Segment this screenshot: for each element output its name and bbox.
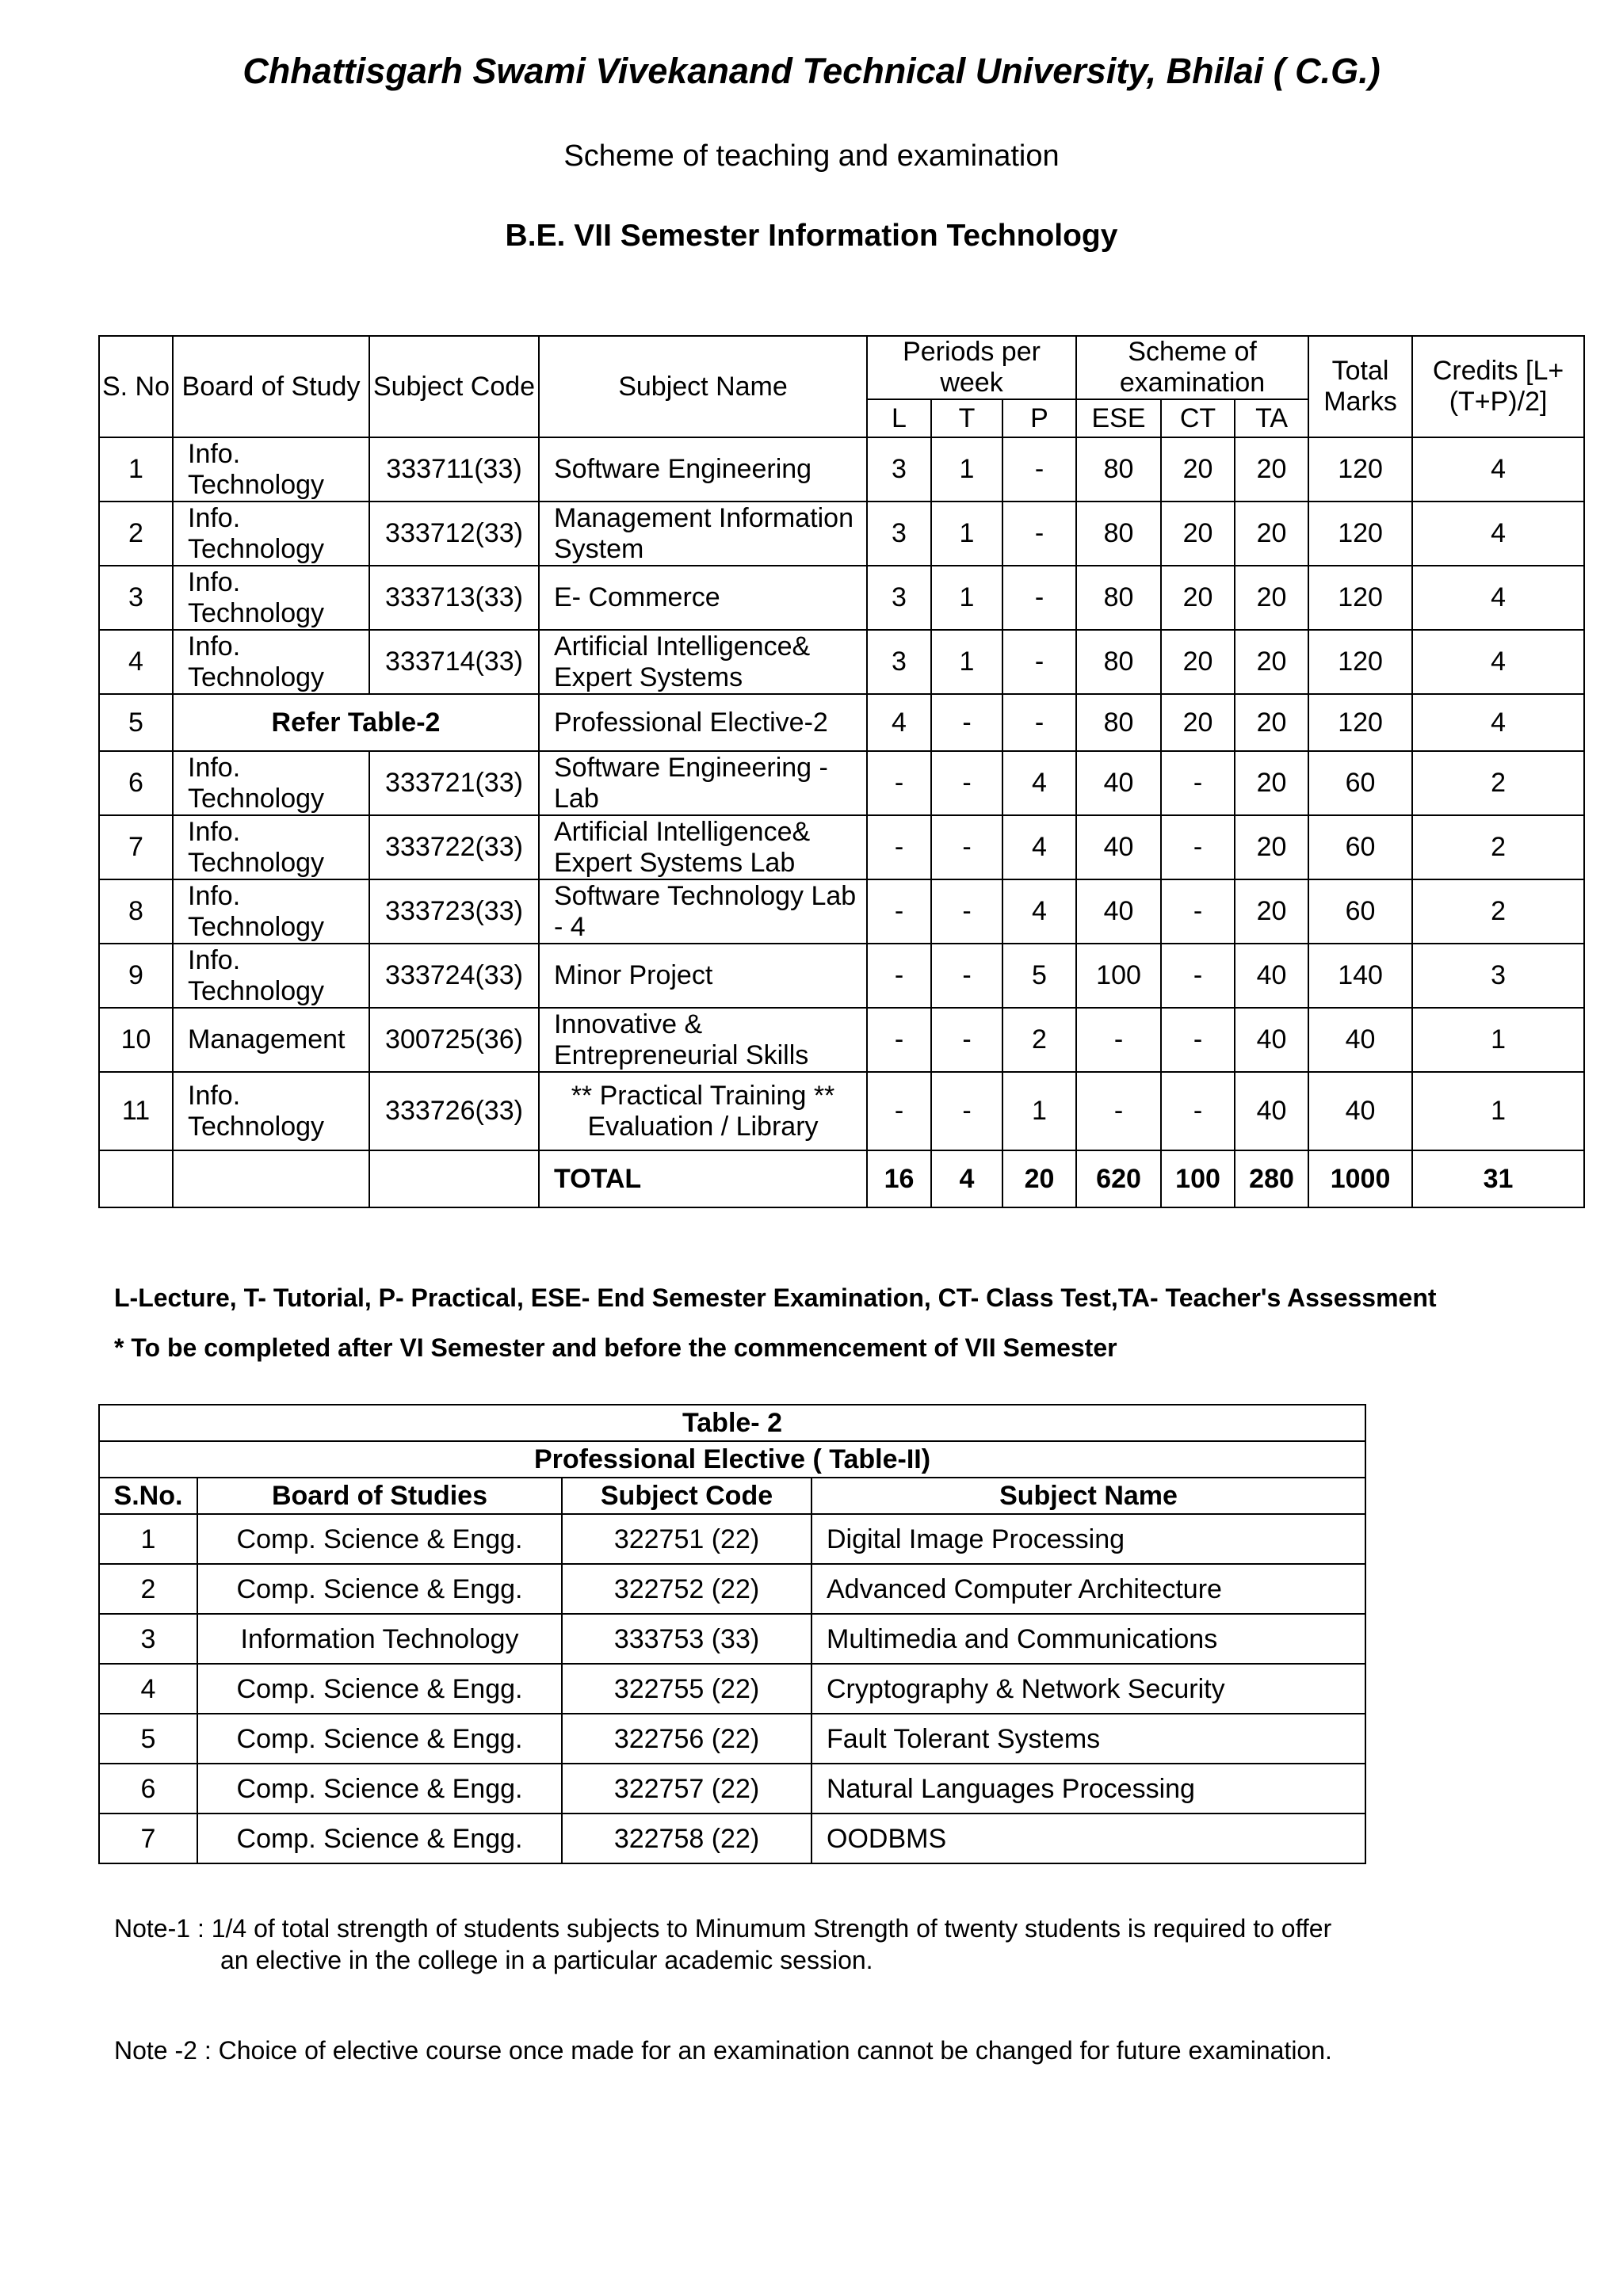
cell-T: - <box>931 1008 1002 1072</box>
cell-name: Artificial Intelligence& Expert Systems <box>539 630 867 694</box>
cell-ESE: 100 <box>1076 944 1161 1008</box>
note-1 <box>114 1913 1331 1976</box>
elective-row <box>99 1664 1365 1714</box>
cell-P: 2 <box>1002 1008 1076 1072</box>
cell-credits: 4 <box>1412 502 1584 566</box>
note-1-line-2: an elective in the college in a particular academic session. <box>220 1946 873 1974</box>
header-T: T <box>931 399 1002 437</box>
cell-TA: 20 <box>1235 630 1308 694</box>
cell-sno: 5 <box>99 1714 197 1764</box>
cell-board: Info. Technology <box>173 502 369 566</box>
total-credits: 31 <box>1412 1150 1584 1207</box>
cell-sno: 8 <box>99 879 173 944</box>
header-periods: Periods per week <box>867 336 1076 399</box>
cell-total: 60 <box>1308 815 1412 879</box>
cell-L: - <box>867 879 931 944</box>
total-CT: 100 <box>1161 1150 1235 1207</box>
cell-credits: 2 <box>1412 815 1584 879</box>
cell-name: Professional Elective-2 <box>539 694 867 751</box>
cell-board: Comp. Science & Engg. <box>197 1564 562 1614</box>
cell-TA: 40 <box>1235 944 1308 1008</box>
cell-ESE: - <box>1076 1072 1161 1150</box>
cell-TA: 40 <box>1235 1072 1308 1150</box>
cell-L: - <box>867 944 931 1008</box>
cell-code: 333721(33) <box>369 751 539 815</box>
cell-total: 120 <box>1308 694 1412 751</box>
cell-P: - <box>1002 630 1076 694</box>
table-row <box>99 879 1584 944</box>
header-total: Total Marks <box>1308 336 1412 437</box>
header-TA: TA <box>1235 399 1308 437</box>
elective-row <box>99 1614 1365 1664</box>
cell-ESE: 80 <box>1076 694 1161 751</box>
header-board: Board of Study <box>173 336 369 437</box>
cell-L: - <box>867 1008 931 1072</box>
cell-CT: - <box>1161 751 1235 815</box>
cell-ESE: 40 <box>1076 879 1161 944</box>
cell-L: - <box>867 815 931 879</box>
cell-T: 1 <box>931 566 1002 630</box>
cell-name: Cryptography & Network Security <box>812 1664 1365 1714</box>
cell-sno: 5 <box>99 694 173 751</box>
cell-T: 1 <box>931 437 1002 502</box>
scheme-subtitle: Scheme of teaching and examination <box>563 139 1060 173</box>
total-TA: 280 <box>1235 1150 1308 1207</box>
cell-P: 4 <box>1002 751 1076 815</box>
cell-CT: - <box>1161 1008 1235 1072</box>
cell-board: Comp. Science & Engg. <box>197 1814 562 1863</box>
total-row <box>99 1150 1584 1207</box>
cell-board: Info. Technology <box>173 630 369 694</box>
cell-P: 4 <box>1002 815 1076 879</box>
table-row <box>99 751 1584 815</box>
cell-total: 120 <box>1308 566 1412 630</box>
cell-code: 333713(33) <box>369 566 539 630</box>
cell-total: 120 <box>1308 502 1412 566</box>
cell-code: 300725(36) <box>369 1008 539 1072</box>
cell-ESE: - <box>1076 1008 1161 1072</box>
cell-sno: 7 <box>99 1814 197 1863</box>
total-T: 4 <box>931 1150 1002 1207</box>
cell-credits: 4 <box>1412 694 1584 751</box>
cell-code: 333712(33) <box>369 502 539 566</box>
cell-T: 1 <box>931 502 1002 566</box>
elective-table <box>98 1404 1366 1864</box>
cell-sno: 4 <box>99 630 173 694</box>
cell-name: Software Engineering <box>539 437 867 502</box>
total-label: TOTAL <box>539 1150 867 1207</box>
cell-P: 1 <box>1002 1072 1076 1150</box>
table-row <box>99 437 1584 502</box>
cell-board: Comp. Science & Engg. <box>197 1514 562 1564</box>
cell-name: Innovative & Entrepreneurial Skills <box>539 1008 867 1072</box>
cell-code: 322756 (22) <box>562 1714 812 1764</box>
cell-L: 3 <box>867 502 931 566</box>
cell-CT: 20 <box>1161 502 1235 566</box>
cell-credits: 4 <box>1412 437 1584 502</box>
cell-T: 1 <box>931 630 1002 694</box>
cell-TA: 20 <box>1235 437 1308 502</box>
cell-name: Digital Image Processing <box>812 1514 1365 1564</box>
cell-P: 5 <box>1002 944 1076 1008</box>
cell-sno: 3 <box>99 1614 197 1664</box>
header-P: P <box>1002 399 1076 437</box>
cell-sno: 3 <box>99 566 173 630</box>
cell-P: - <box>1002 437 1076 502</box>
elective-row <box>99 1764 1365 1814</box>
cell-code: 333723(33) <box>369 879 539 944</box>
cell-L: - <box>867 751 931 815</box>
cell-CT: 20 <box>1161 437 1235 502</box>
cell-total: 120 <box>1308 437 1412 502</box>
footnote: * To be completed after VI Semester and before the commencement of VII Semester <box>114 1333 1117 1362</box>
cell-total: 40 <box>1308 1008 1412 1072</box>
cell-credits: 1 <box>1412 1072 1584 1150</box>
cell-board: Info. Technology <box>173 815 369 879</box>
table-row <box>99 944 1584 1008</box>
cell-total: 140 <box>1308 944 1412 1008</box>
elective-table-subtitle: Professional Elective ( Table-II) <box>99 1441 1365 1478</box>
cell-code: 333753 (33) <box>562 1614 812 1664</box>
cell-TA: 20 <box>1235 502 1308 566</box>
cell-TA: 20 <box>1235 694 1308 751</box>
cell-ESE: 80 <box>1076 630 1161 694</box>
cell-total: 60 <box>1308 751 1412 815</box>
header-scheme: Scheme of examination <box>1076 336 1308 399</box>
cell-ESE: 40 <box>1076 815 1161 879</box>
cell-sno: 9 <box>99 944 173 1008</box>
cell-credits: 3 <box>1412 944 1584 1008</box>
cell-T: - <box>931 815 1002 879</box>
cell-CT: 20 <box>1161 630 1235 694</box>
cell-name: Artificial Intelligence& Expert Systems Lab <box>539 815 867 879</box>
cell-P: - <box>1002 694 1076 751</box>
cell-sno: 7 <box>99 815 173 879</box>
header-name: Subject Name <box>539 336 867 437</box>
cell-credits: 2 <box>1412 751 1584 815</box>
cell-code: 333726(33) <box>369 1072 539 1150</box>
elective-table-title: Table- 2 <box>99 1405 1365 1441</box>
cell-T: - <box>931 879 1002 944</box>
table-row <box>99 1008 1584 1072</box>
elective-row <box>99 1714 1365 1764</box>
cell-board: Info. Technology <box>173 751 369 815</box>
header-L: L <box>867 399 931 437</box>
header-CT: CT <box>1161 399 1235 437</box>
header-sno: S. No <box>99 336 173 437</box>
cell-code: 333714(33) <box>369 630 539 694</box>
total-marks: 1000 <box>1308 1150 1412 1207</box>
cell-name: Minor Project <box>539 944 867 1008</box>
cell-board: Comp. Science & Engg. <box>197 1714 562 1764</box>
elective-header-board: Board of Studies <box>197 1478 562 1514</box>
cell-refer-table: Refer Table-2 <box>173 694 539 751</box>
cell-code: 322758 (22) <box>562 1814 812 1863</box>
cell-code: 322755 (22) <box>562 1664 812 1714</box>
cell-code: 333722(33) <box>369 815 539 879</box>
cell-sno: 6 <box>99 1764 197 1814</box>
header-credits: Credits [L+(T+P)/2] <box>1412 336 1584 437</box>
cell-L: 4 <box>867 694 931 751</box>
table-row <box>99 566 1584 630</box>
cell-credits: 1 <box>1412 1008 1584 1072</box>
cell-name: E- Commerce <box>539 566 867 630</box>
cell-board: Info. Technology <box>173 1072 369 1150</box>
scheme-table <box>98 335 1585 1208</box>
cell-TA: 20 <box>1235 879 1308 944</box>
cell-sno: 6 <box>99 751 173 815</box>
cell-credits: 4 <box>1412 630 1584 694</box>
note-1-line-1: Note-1 : 1/4 of total strength of students subjects to Minumum Strength of twenty students is required to offer <box>114 1914 1332 1943</box>
cell-ESE: 40 <box>1076 751 1161 815</box>
cell-board: Info. Technology <box>173 437 369 502</box>
cell-T: - <box>931 694 1002 751</box>
cell-P: - <box>1002 502 1076 566</box>
program-title: B.E. VII Semester Information Technology <box>505 219 1118 253</box>
cell-name: OODBMS <box>812 1814 1365 1863</box>
cell-sno: 11 <box>99 1072 173 1150</box>
cell-TA: 20 <box>1235 815 1308 879</box>
cell-board: Info. Technology <box>173 944 369 1008</box>
cell-ESE: 80 <box>1076 437 1161 502</box>
elective-header-sno: S.No. <box>99 1478 197 1514</box>
cell-board: Information Technology <box>197 1614 562 1664</box>
cell-board: Management <box>173 1008 369 1072</box>
cell-board: Info. Technology <box>173 879 369 944</box>
cell-T: - <box>931 944 1002 1008</box>
university-title: Chhattisgarh Swami Vivekanand Technical University, Bhilai ( C.G.) <box>242 51 1381 91</box>
cell-sno: 10 <box>99 1008 173 1072</box>
cell-board: Info. Technology <box>173 566 369 630</box>
note-2: Note -2 : Choice of elective course once made for an examination cannot be changed for future examination. <box>114 2036 1332 2065</box>
cell-name: Natural Languages Processing <box>812 1764 1365 1814</box>
cell-sno: 2 <box>99 1564 197 1614</box>
elective-header-name: Subject Name <box>812 1478 1365 1514</box>
table-row <box>99 815 1584 879</box>
cell-name: Management Information System <box>539 502 867 566</box>
cell-sno: 1 <box>99 437 173 502</box>
elective-row <box>99 1564 1365 1614</box>
cell-name: Software Engineering - Lab <box>539 751 867 815</box>
table-row <box>99 1072 1584 1150</box>
cell-name: Software Technology Lab - 4 <box>539 879 867 944</box>
abbreviations-legend: L-Lecture, T- Tutorial, P- Practical, ESE- End Semester Examination, CT- Class Test,TA- Teacher's Assessment <box>114 1283 1437 1312</box>
cell-T: - <box>931 1072 1002 1150</box>
cell-credits: 2 <box>1412 879 1584 944</box>
cell-code: 322752 (22) <box>562 1564 812 1614</box>
cell-ESE: 80 <box>1076 566 1161 630</box>
cell-code: 333724(33) <box>369 944 539 1008</box>
cell-board: Comp. Science & Engg. <box>197 1764 562 1814</box>
cell-sno: 1 <box>99 1514 197 1564</box>
cell-CT: - <box>1161 815 1235 879</box>
table-row <box>99 694 1584 751</box>
cell-CT: - <box>1161 1072 1235 1150</box>
cell-ESE: 80 <box>1076 502 1161 566</box>
cell-total: 40 <box>1308 1072 1412 1150</box>
cell-P: - <box>1002 566 1076 630</box>
table-row <box>99 502 1584 566</box>
cell-P: 4 <box>1002 879 1076 944</box>
header-ESE: ESE <box>1076 399 1161 437</box>
elective-row <box>99 1814 1365 1863</box>
cell-L: 3 <box>867 630 931 694</box>
header-code: Subject Code <box>369 336 539 437</box>
cell-CT: 20 <box>1161 694 1235 751</box>
total-L: 16 <box>867 1150 931 1207</box>
elective-header-code: Subject Code <box>562 1478 812 1514</box>
total-ESE: 620 <box>1076 1150 1161 1207</box>
elective-row <box>99 1514 1365 1564</box>
cell-CT: - <box>1161 944 1235 1008</box>
cell-code: 322751 (22) <box>562 1514 812 1564</box>
cell-sno: 4 <box>99 1664 197 1714</box>
cell-name: Fault Tolerant Systems <box>812 1714 1365 1764</box>
cell-TA: 40 <box>1235 1008 1308 1072</box>
cell-CT: 20 <box>1161 566 1235 630</box>
total-P: 20 <box>1002 1150 1076 1207</box>
cell-L: - <box>867 1072 931 1150</box>
cell-T: - <box>931 751 1002 815</box>
cell-name: ** Practical Training ** Evaluation / Library <box>539 1072 867 1150</box>
cell-total: 120 <box>1308 630 1412 694</box>
cell-total: 60 <box>1308 879 1412 944</box>
cell-code: 333711(33) <box>369 437 539 502</box>
table-row <box>99 630 1584 694</box>
cell-code: 322757 (22) <box>562 1764 812 1814</box>
cell-TA: 20 <box>1235 566 1308 630</box>
cell-CT: - <box>1161 879 1235 944</box>
cell-L: 3 <box>867 566 931 630</box>
cell-name: Multimedia and Communications <box>812 1614 1365 1664</box>
cell-board: Comp. Science & Engg. <box>197 1664 562 1714</box>
cell-sno: 2 <box>99 502 173 566</box>
cell-L: 3 <box>867 437 931 502</box>
cell-name: Advanced Computer Architecture <box>812 1564 1365 1614</box>
cell-TA: 20 <box>1235 751 1308 815</box>
cell-credits: 4 <box>1412 566 1584 630</box>
